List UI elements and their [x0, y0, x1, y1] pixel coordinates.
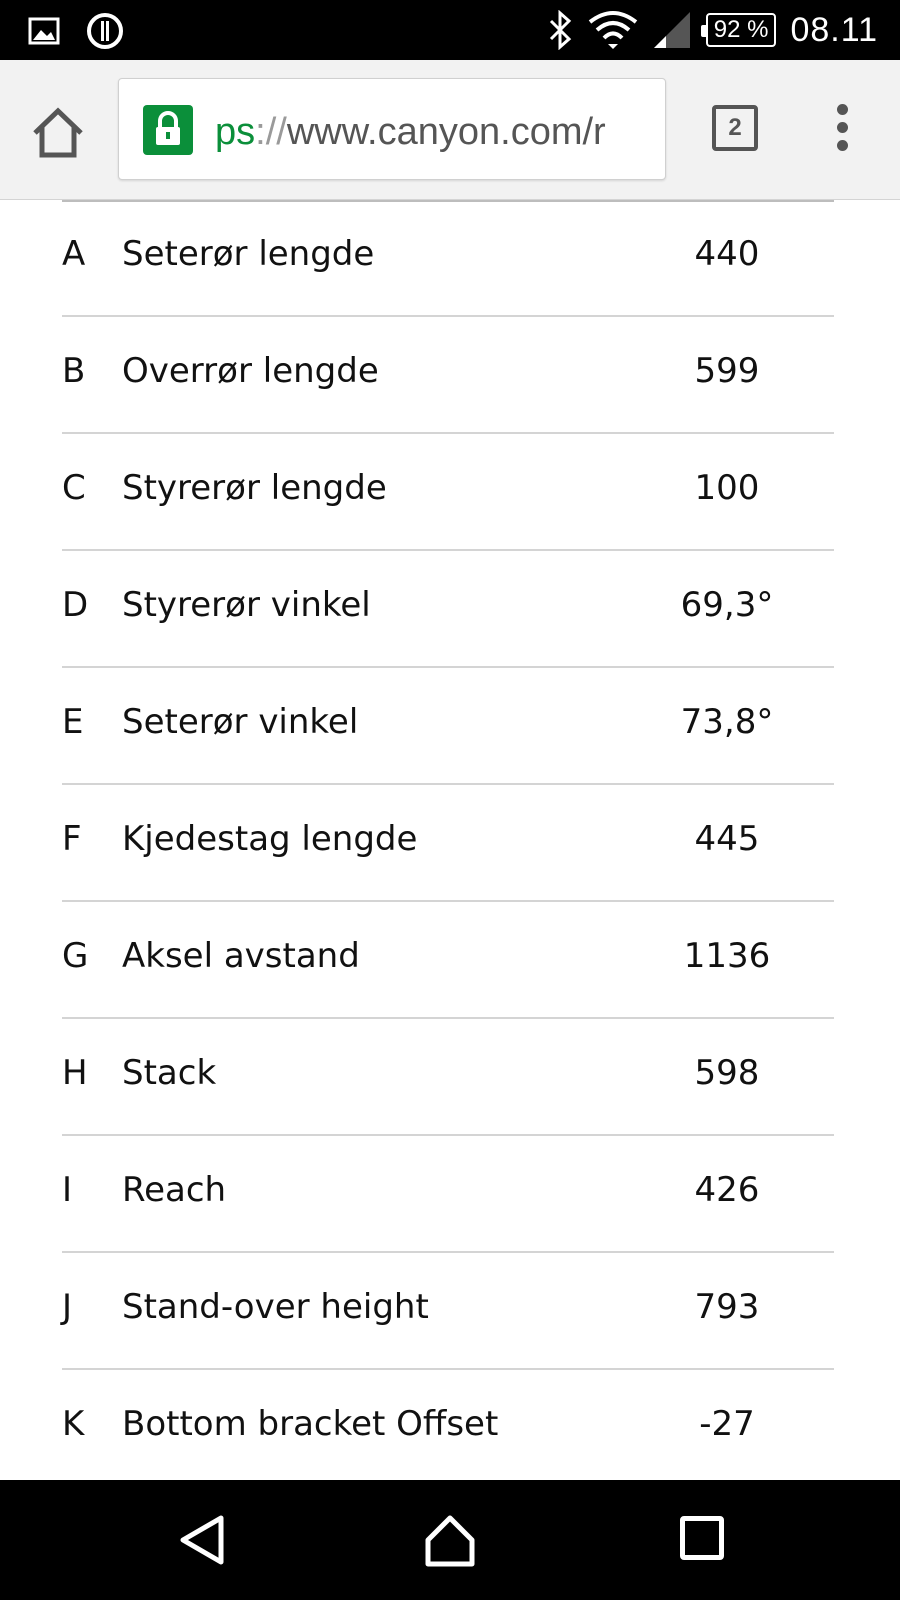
row-label: Styrerør lengde [122, 468, 387, 508]
row-label: Kjedestag lengde [122, 819, 418, 859]
url-text[interactable] [215, 107, 653, 157]
row-letter: K [62, 1404, 85, 1444]
table-row [62, 200, 834, 317]
sync-icon [86, 12, 124, 50]
row-value: -27 [699, 1404, 755, 1444]
lock-icon [143, 105, 193, 155]
table-row [62, 1370, 834, 1480]
row-letter: D [62, 585, 89, 625]
row-value: 440 [694, 234, 760, 274]
table-row [62, 1019, 834, 1136]
row-label: Seterør vinkel [122, 702, 359, 742]
battery-level: 92 % [713, 16, 769, 43]
row-letter: H [62, 1053, 88, 1093]
url-bar[interactable] [118, 78, 666, 180]
table-row [62, 551, 834, 668]
url-scheme: ps [215, 111, 256, 153]
row-value: 73,8° [680, 702, 774, 742]
table-row [62, 434, 834, 551]
row-letter: F [62, 819, 82, 859]
row-value: 100 [694, 468, 760, 508]
wifi-icon [588, 10, 638, 50]
navigation-bar [0, 1480, 900, 1600]
overflow-menu-button[interactable] [830, 104, 854, 154]
table-row [62, 1253, 834, 1370]
nav-home-button[interactable] [420, 1510, 480, 1570]
row-label: Aksel avstand [122, 936, 360, 976]
row-label: Overrør lengde [122, 351, 379, 391]
recents-button[interactable] [680, 1516, 724, 1560]
row-value: 598 [694, 1053, 760, 1093]
row-value: 69,3° [680, 585, 774, 625]
tab-count: 2 [728, 114, 742, 141]
url-host: www.canyon.com/r [286, 111, 606, 153]
row-value: 426 [694, 1170, 760, 1210]
row-label: Stack [122, 1053, 217, 1093]
status-bar [0, 0, 900, 60]
row-value: 1136 [683, 936, 771, 976]
home-outline-icon [420, 1510, 480, 1570]
table-row [62, 785, 834, 902]
row-label: Stand-over height [122, 1287, 429, 1327]
table-row [62, 902, 834, 1019]
row-letter: G [62, 936, 89, 976]
row-label: Styrerør vinkel [122, 585, 371, 625]
cell-signal-icon [652, 10, 692, 50]
back-button[interactable] [175, 1510, 235, 1570]
table-row [62, 668, 834, 785]
row-letter: C [62, 468, 86, 508]
row-label: Reach [122, 1170, 227, 1210]
table-row [62, 317, 834, 434]
bluetooth-icon [548, 10, 574, 50]
image-icon [28, 15, 60, 47]
home-button[interactable] [30, 105, 86, 161]
row-value: 445 [694, 819, 760, 859]
row-label: Seterør lengde [122, 234, 375, 274]
clock: 08.11 [790, 10, 878, 49]
row-letter: B [62, 351, 86, 391]
row-label: Bottom bracket Offset [122, 1404, 499, 1444]
browser-toolbar [0, 60, 900, 200]
table-row [62, 1136, 834, 1253]
more-vert-icon [830, 104, 854, 151]
tab-switcher-button[interactable] [712, 105, 758, 151]
row-letter: I [62, 1170, 73, 1210]
back-icon [175, 1510, 235, 1570]
row-letter: E [62, 702, 84, 742]
row-value: 599 [694, 351, 760, 391]
row-letter: A [62, 234, 86, 274]
geometry-table [0, 200, 900, 1480]
row-letter: J [62, 1287, 73, 1327]
row-value: 793 [694, 1287, 760, 1327]
url-separator: :// [255, 111, 287, 153]
battery-indicator [706, 13, 777, 47]
home-icon [30, 105, 86, 161]
